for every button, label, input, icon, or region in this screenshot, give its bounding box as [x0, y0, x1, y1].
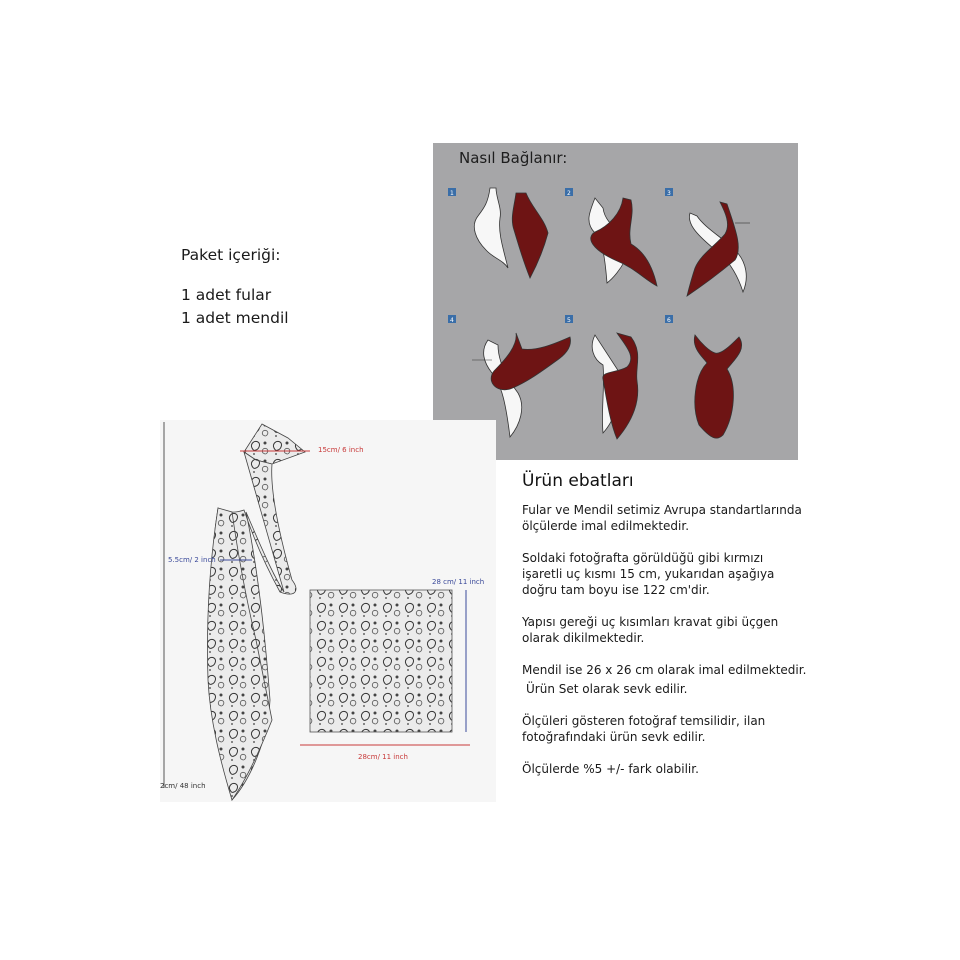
step-number: 2: [567, 190, 571, 197]
dimensions-paragraph-4: [522, 662, 822, 697]
text-line: olarak dikilmektedir.: [522, 631, 645, 645]
product-dimensions: [522, 471, 822, 777]
package-contents: [181, 246, 411, 330]
text-line: Soldaki fotoğrafta görüldüğü gibi kırmızı: [522, 551, 764, 565]
step-number: 3: [667, 190, 671, 197]
neck-width-label: 5.5cm/ 2 inch: [168, 556, 216, 564]
text-line: Fular ve Mendil setimiz Avrupa standartlarında: [522, 503, 802, 517]
tie-step-3: [665, 188, 750, 296]
length-label: 2cm/ 48 inch: [160, 782, 206, 790]
dimensions-paragraph-5: [522, 713, 822, 745]
package-item-scarf: 1 adet fular: [181, 286, 272, 304]
text-line: Yapısı gereği uç kısımları kravat gibi üçgen: [522, 615, 779, 629]
text-line: fotoğrafındaki ürün sevk edilir.: [522, 730, 706, 744]
how-to-tie-title: Nasıl Bağlanır:: [459, 149, 568, 167]
dimensions-paragraph-3: [522, 614, 822, 646]
tie-step-2: [565, 188, 657, 286]
step-number: 1: [450, 190, 454, 197]
measurement-photo: [160, 420, 496, 802]
step-number: 5: [567, 317, 571, 324]
dimensions-paragraph-1: [522, 502, 822, 534]
text-line: ölçülerde imal edilmektedir.: [522, 519, 690, 533]
text-line: doğru tam boyu ise 122 cm'dir.: [522, 583, 710, 597]
step-number: 4: [450, 317, 454, 324]
dimensions-paragraph-6: [522, 761, 822, 777]
text-line: Ölçülerde %5 +/- fark olabilir.: [522, 762, 699, 776]
text-line: Mendil ise 26 x 26 cm olarak imal edilmektedir.: [522, 663, 807, 677]
package-item-handkerchief: 1 adet mendil: [181, 309, 289, 327]
text-line: Ürün Set olarak sevk edilir.: [526, 682, 688, 696]
text-line: Ölçüleri gösteren fotoğraf temsilidir, ilan: [522, 714, 766, 728]
dimensions-title: Ürün ebatları: [522, 471, 634, 491]
scarf-and-handkerchief-image: [160, 420, 496, 802]
tie-step-5: [565, 315, 638, 439]
hanky-height-label: 28 cm/ 11 inch: [432, 578, 485, 586]
tie-steps-illustration: [433, 143, 798, 460]
tip-width-label: 15cm/ 6 inch: [318, 446, 364, 454]
dimensions-paragraph-2: [522, 550, 822, 598]
tie-step-6: [665, 315, 742, 438]
tie-step-4: [448, 315, 570, 437]
how-to-tie-panel: [433, 143, 798, 460]
hanky-width-label: 28cm/ 11 inch: [358, 753, 408, 761]
package-title: Paket içeriği:: [181, 246, 281, 264]
step-number: 6: [667, 317, 671, 324]
text-line: işaretli uç kısmı 15 cm, yukarıdan aşağıya: [522, 567, 775, 581]
tie-step-1: [448, 188, 548, 278]
